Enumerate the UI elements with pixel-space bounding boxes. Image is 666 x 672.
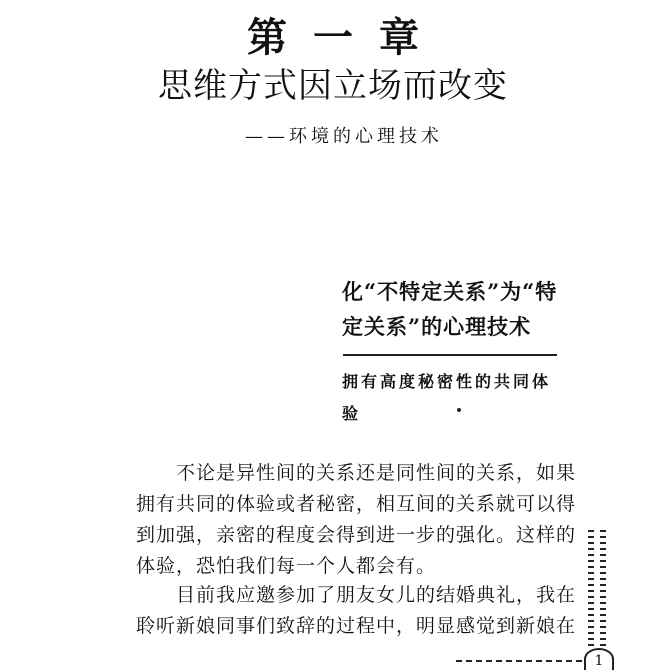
section-subheading: 拥有高度秘密性的共同体验: [342, 372, 552, 423]
margin-ornament: [588, 530, 606, 650]
footer-rule: [456, 660, 582, 662]
chapter-heading: 第一章: [247, 14, 445, 61]
chapter-subtitle: ——环境的心理技术: [245, 126, 443, 147]
page-number: 1: [584, 648, 614, 670]
section-divider: [343, 354, 557, 356]
body-paragraph-2: 目前我应邀参加了朋友女儿的结婚典礼，我在聆听新娘同事们致辞的过程中，明显感觉到新娘在: [136, 584, 577, 637]
body-paragraph-1: 不论是异性间的关系还是同性间的关系，如果拥有共同的体验或者秘密，相互间的关系就可以得到加强，亲密的程度会得到进一步的强化。这样的体验，恐怕我们每一个人都会有。: [136, 462, 577, 577]
section-title: 化“不特定关系”为“特定关系”的心理技术: [342, 279, 558, 339]
chapter-title: 思维方式因立场而改变: [158, 66, 508, 106]
bullet-dot: [457, 408, 461, 412]
